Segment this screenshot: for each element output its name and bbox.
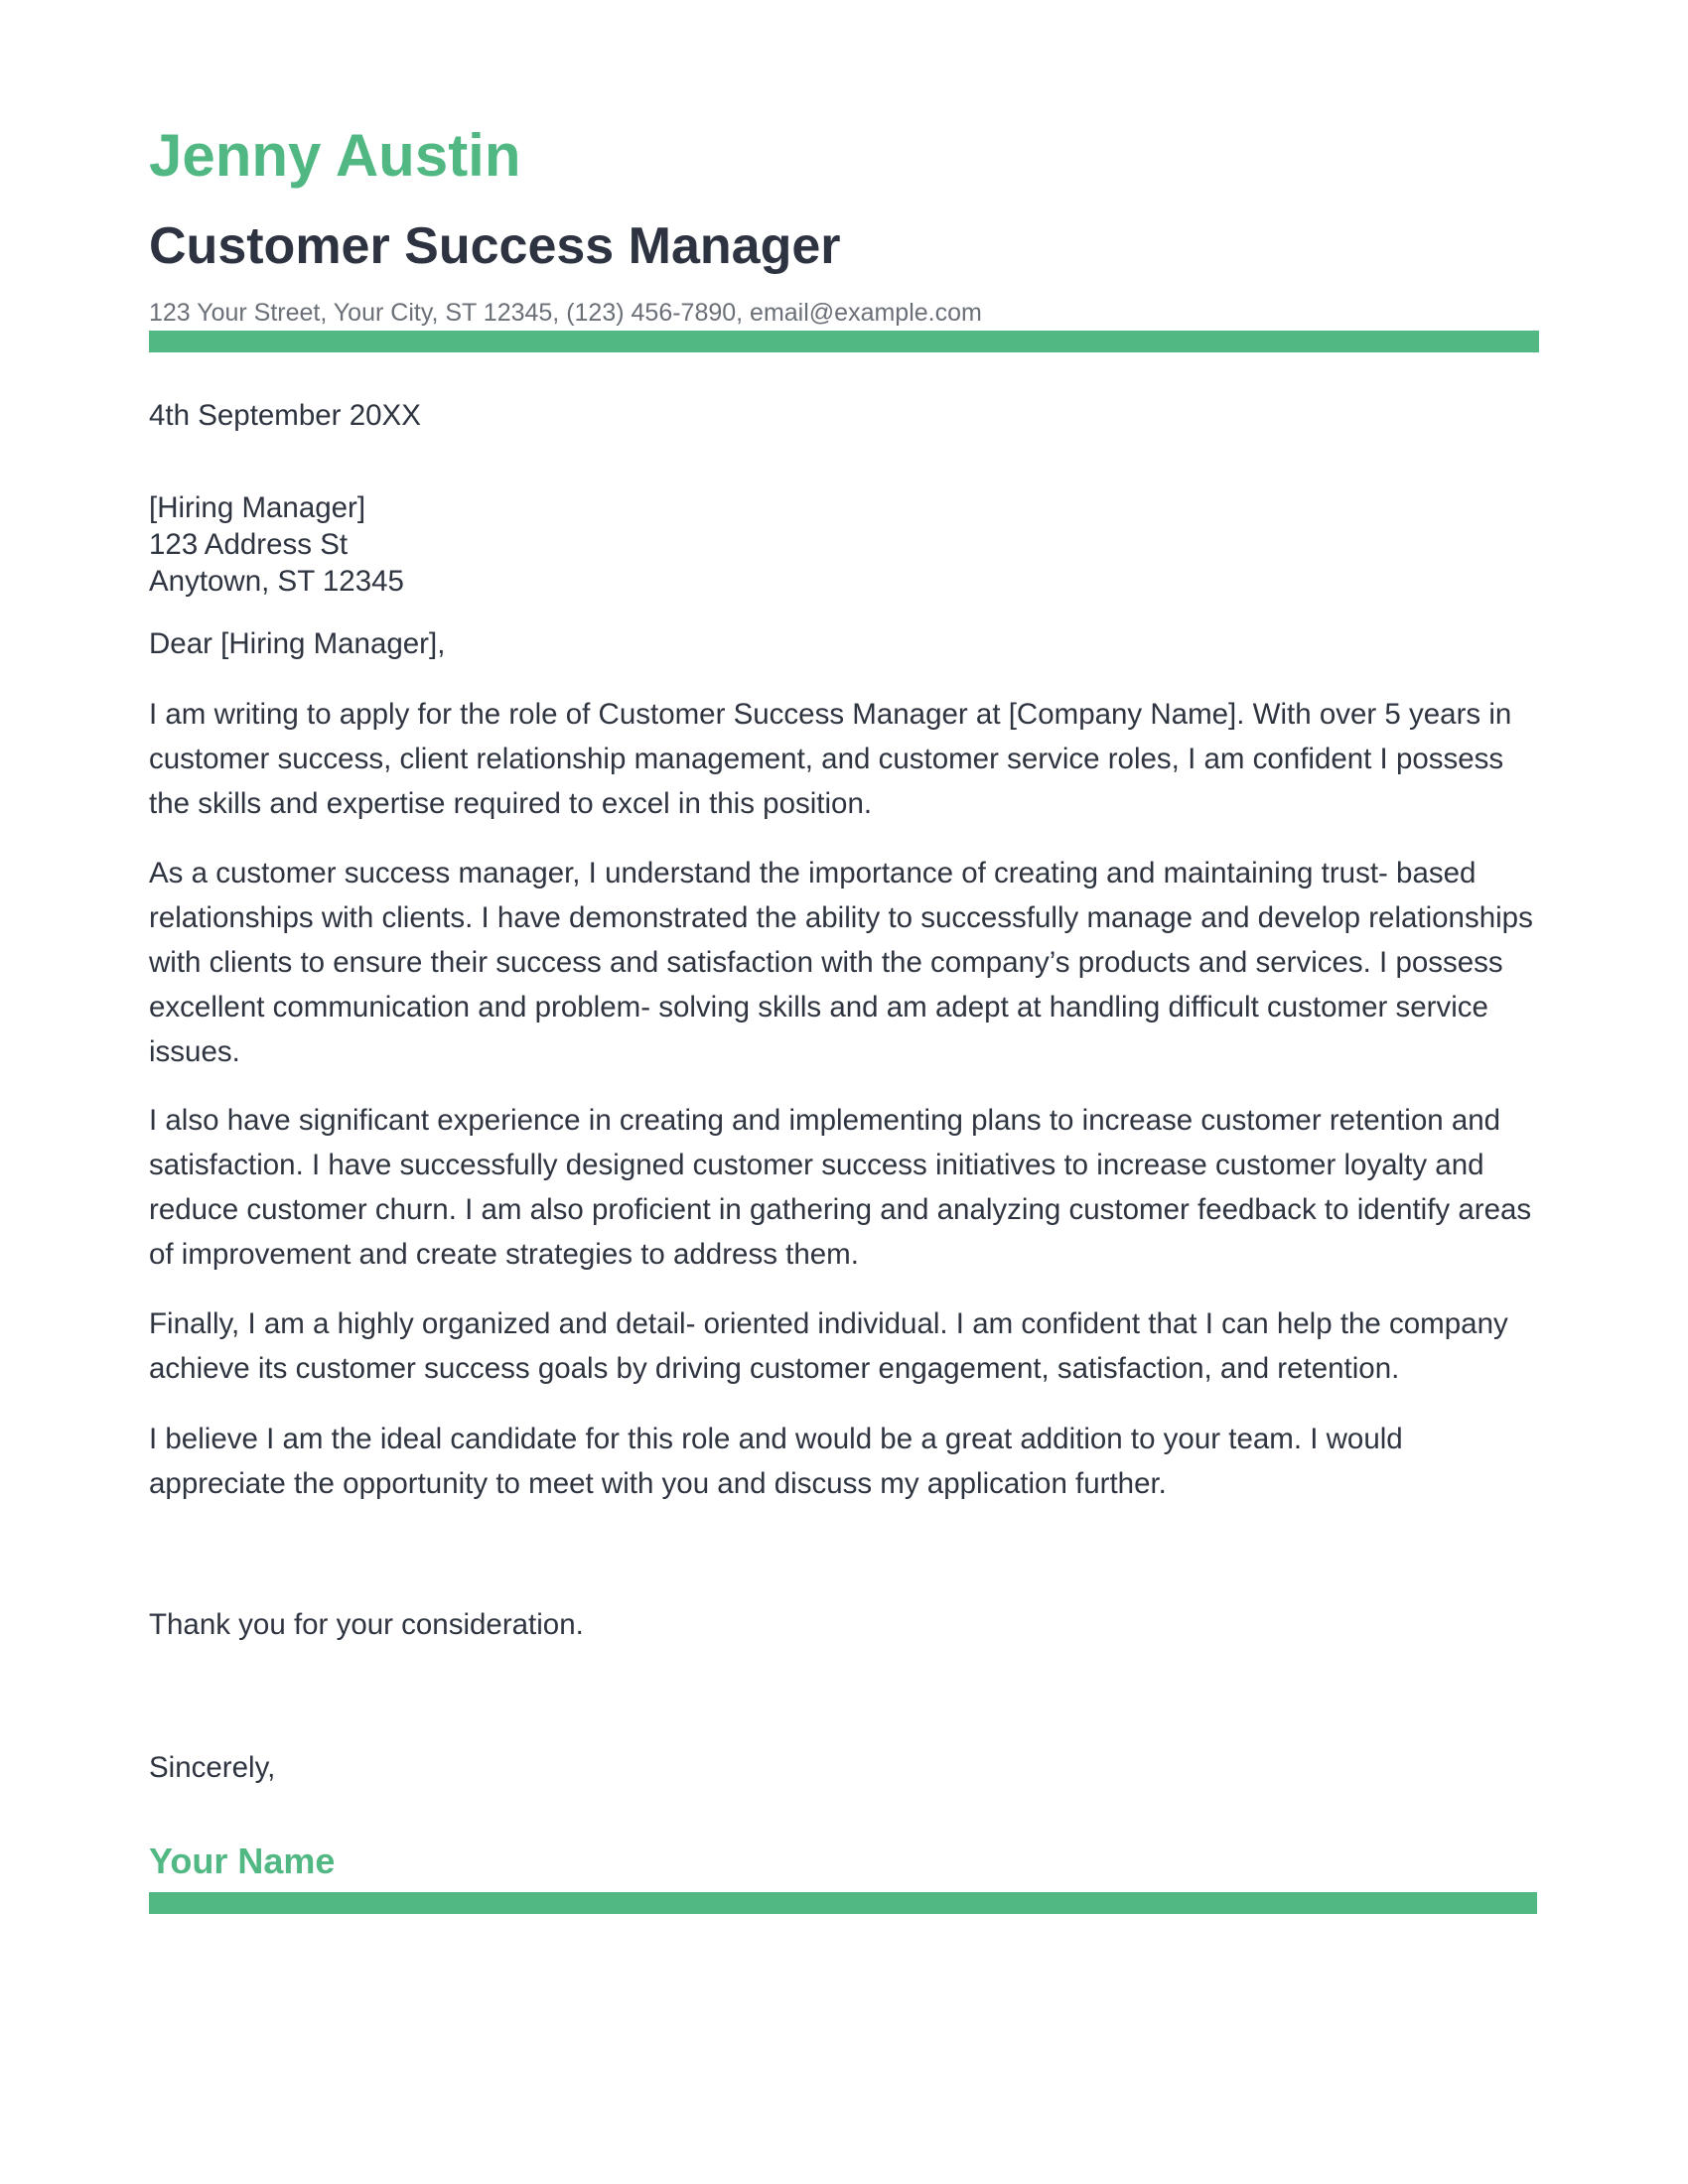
- cover-letter-page: [149, 0, 1539, 2184]
- signature-name: Your Name: [149, 1841, 336, 1881]
- paragraph-organized: Finally, I am a highly organized and detail- oriented individual. I am confident that I can help the company achieve its customer success goals by driving customer engagement, satisfaction, and retention.: [149, 1307, 1508, 1385]
- job-title: Customer Success Manager: [149, 217, 841, 275]
- paragraph-intro: I am writing to apply for the role of Customer Success Manager at [Company Name]. With over 5 years in customer success, client relationship management, and customer service roles, I am confident I possess the skills and expertise required to excel in this position.: [149, 698, 1512, 820]
- thanks-line: Thank you for your consideration.: [149, 1608, 584, 1641]
- applicant-name: Jenny Austin: [149, 122, 521, 189]
- recipient-street: 123 Address St: [149, 528, 349, 561]
- footer-divider: [149, 1892, 1537, 1914]
- header-divider: [149, 331, 1539, 352]
- paragraph-closing: I believe I am the ideal candidate for this role and would be a great addition to your team. I would appreciate the opportunity to meet with you and discuss my application further.: [149, 1423, 1403, 1500]
- contact-info: 123 Your Street, Your City, ST 12345, (123) 456-7890, email@example.com: [149, 299, 982, 327]
- recipient-city: Anytown, ST 12345: [149, 565, 404, 598]
- recipient-name: [Hiring Manager]: [149, 491, 366, 524]
- salutation: Dear [Hiring Manager],: [149, 627, 446, 660]
- paragraph-retention: I also have significant experience in creating and implementing plans to increase customer retention and satisfaction. I have successfully designed customer success initiatives to increase customer loyalty and reduce customer churn. I am also proficient in gathering and analyzing customer feedback to identify areas of improvement and create strategies to address them.: [149, 1104, 1532, 1271]
- closing-line: Sincerely,: [149, 1751, 276, 1784]
- letter-date: 4th September 20XX: [149, 399, 421, 432]
- paragraph-experience: As a customer success manager, I understand the importance of creating and maintaining trust- based relationships with clients. I have demonstrated the ability to successfully manage and develop relationships with clients to ensure their success and satisfaction with the company’s products and services. I possess excellent communication and problem- solving skills and am adept at handling difficult customer service issues.: [149, 857, 1533, 1068]
